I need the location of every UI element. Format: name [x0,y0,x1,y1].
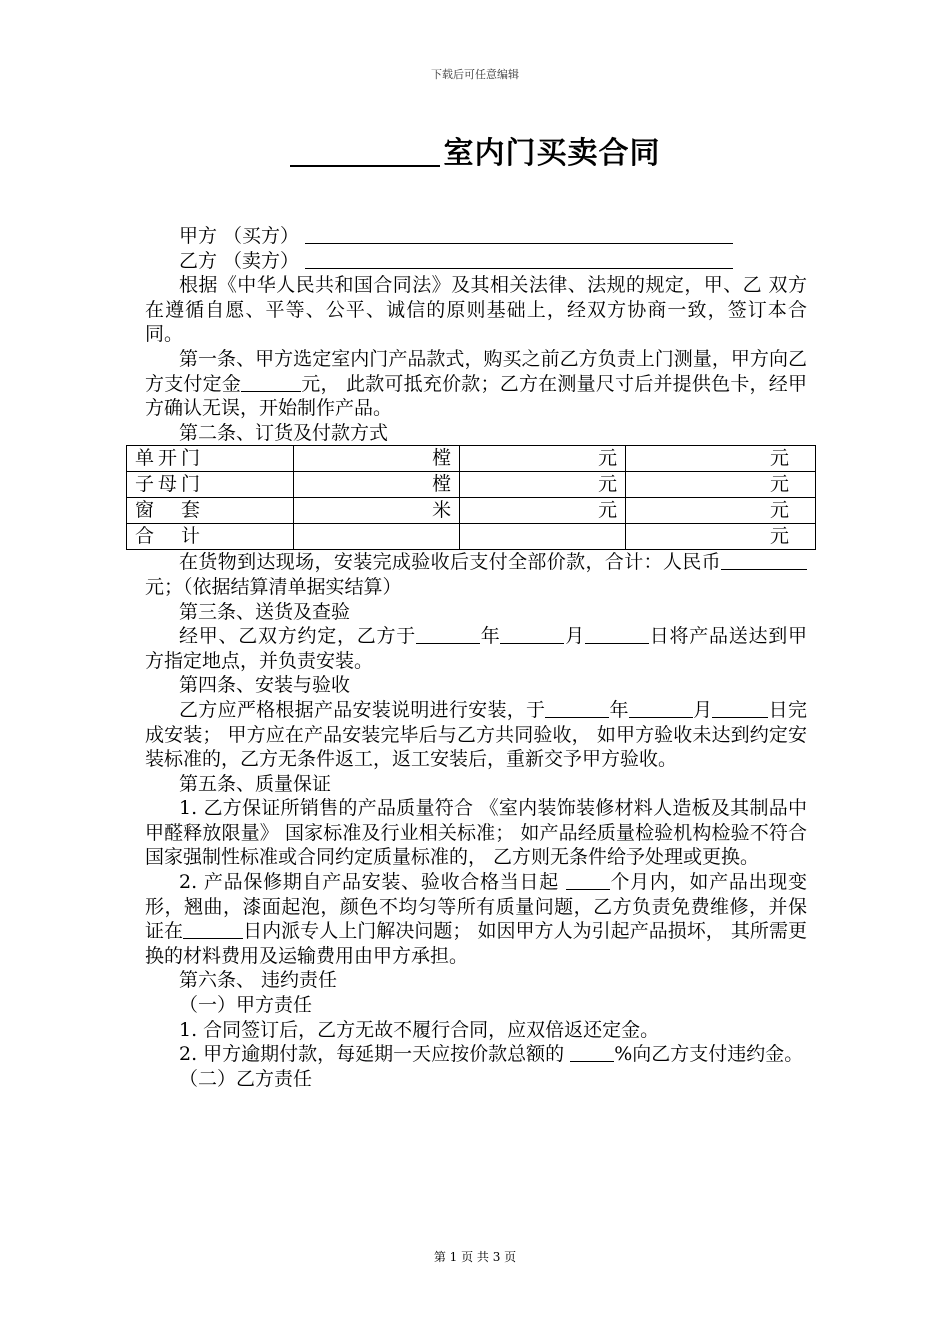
article-4-title: 第四条、安装与验收 [179,674,351,697]
payment-text-a: 在货物到达现场，安装完成验收后支付全部价款，合计：人民币 [179,551,721,574]
party-a-label: 甲方 （买方） [179,225,300,247]
party-b-blank [305,250,733,269]
article-1-text-b: 元， 此款可抵充价款；乙方在测量尺寸后并提供色卡，经甲方确认无误，开始制作产品。 [145,372,807,420]
table-cell-name: 单开门 [127,446,294,472]
table-cell-price: 元 [460,472,626,498]
deposit-blank [241,373,301,392]
warranty-months-blank [566,871,610,890]
intro-paragraph: 根据《中华人民共和国合同法》及其相关法律、法规的规定，甲、乙 双方在遵循自愿、平等、公平、诚信的原则基础上，经双方协商一致，签订本合同。 [145,274,807,346]
article-5-clause-2 [145,870,807,968]
table-cell-name: 合 计 [127,524,294,550]
header-note: 下载后可任意编辑 [431,68,519,81]
article-5-title: 第五条、质量保证 [179,772,332,795]
payment-paragraph [145,550,807,599]
article-4 [145,698,807,772]
article-5-clause-1: 1. 乙方保证所销售的产品质量符合 《室内装饰装修材料人造板及其制品中甲醛释放限量》 国家标准及行业相关标准； 如产品经质量检验机构检验不符合国家强制性标准或合同约定质量标准的， 乙方则无条件给予处理或更换。 [145,797,807,869]
page-footer: 第 1 页 共 3 页 [433,1250,517,1264]
article-4-text-b: 日完成安装； 甲方应在产品安装完毕后与乙方共同验收， 如甲方验收未达到约定安装标准的，乙方无条件返工，返工安装后，重新交予甲方验收。 [145,698,807,771]
art4-day-blank [712,699,768,718]
party-a-blank [305,225,733,244]
art4-month: 月 [692,698,713,721]
table-cell-unit: 米 [294,498,460,524]
art3-month-blank [500,625,564,644]
art3-month: 月 [564,625,585,648]
table-cell-name: 子母门 [127,472,294,498]
article-1 [145,347,807,421]
table-cell-total: 元 [626,498,816,524]
table-cell-price: 元 [460,446,626,472]
table-cell-total: 元 [626,446,816,472]
table-cell-unit [294,524,460,550]
table-cell-name: 窗 套 [127,498,294,524]
article-3-text-a: 经甲、乙双方约定，乙方于 [179,625,416,648]
contract-body [135,224,807,1091]
art5-2-text-b: 个月内，如产品出现变形，翘曲，漆面起泡，颜色不均匀等所有质量问题，乙方负责免费维修，并保证在 [145,871,807,943]
art6-2-text-b: %向乙方支付违约金。 [614,1043,804,1066]
article-6-title: 第六条、 违约责任 [179,969,338,992]
party-b-line [145,249,807,274]
document-title [0,128,950,172]
article-6-sub-1: （一）甲方责任 [179,994,313,1017]
art5-2-text-c: 日内派专人上门解决问题； 如因甲方人为引起产品损坏， 其所需更换的材料费用及运输费用由甲方承担。 [145,920,807,967]
article-3 [145,624,807,673]
title-text: 室内门买卖合同 [443,136,661,171]
art4-year: 年 [609,698,629,721]
article-6-clause-1: 1. 合同签订后，乙方无故不履行合同，应双倍返还定金。 [179,1018,660,1041]
payment-amount-blank [721,551,807,570]
table-row [127,524,816,550]
art3-day-blank [585,625,649,644]
table-row [127,446,816,472]
article-6-clause-2 [145,1042,807,1067]
art6-2-text-a: 2. 甲方逾期付款，每延期一天应按价款总额的 [179,1043,565,1066]
art4-year-blank [545,699,609,718]
article-1-text-a: 第一条、甲方选定室内门产品款式，购买之前乙方负责上门测量，甲方向乙方支付定金 [145,347,807,395]
order-table [126,445,816,550]
article-2-title: 第二条、订货及付款方式 [179,421,389,444]
art3-year: 年 [479,625,501,648]
title-blank-line [290,135,440,167]
penalty-rate-blank [570,1043,614,1062]
table-cell-total: 元 [626,472,816,498]
table-cell-unit: 樘 [294,446,460,472]
party-a-line [145,224,807,249]
table-row [127,498,816,524]
repair-days-blank [183,920,243,939]
party-b-label: 乙方 （卖方） [179,249,300,272]
art3-year-blank [416,625,480,644]
article-3-title: 第三条、送货及查验 [179,600,351,623]
table-cell-price [460,524,626,550]
payment-text-b: 元；（依据结算清单据实结算） [145,575,402,598]
article-3-text-b: 日将产品送达到甲方指定地点，并负责安装。 [145,625,807,672]
table-cell-price: 元 [460,498,626,524]
art5-2-text-a: 2. 产品保修期自产品安装、验收合格当日起 [179,871,559,894]
art4-month-blank [629,699,693,718]
table-cell-total: 元 [626,524,816,550]
article-6-sub-2: （二）乙方责任 [179,1067,313,1090]
article-4-text-a: 乙方应严格根据产品安装说明进行安装，于 [179,698,546,721]
table-row [127,472,816,498]
table-cell-unit: 樘 [294,472,460,498]
